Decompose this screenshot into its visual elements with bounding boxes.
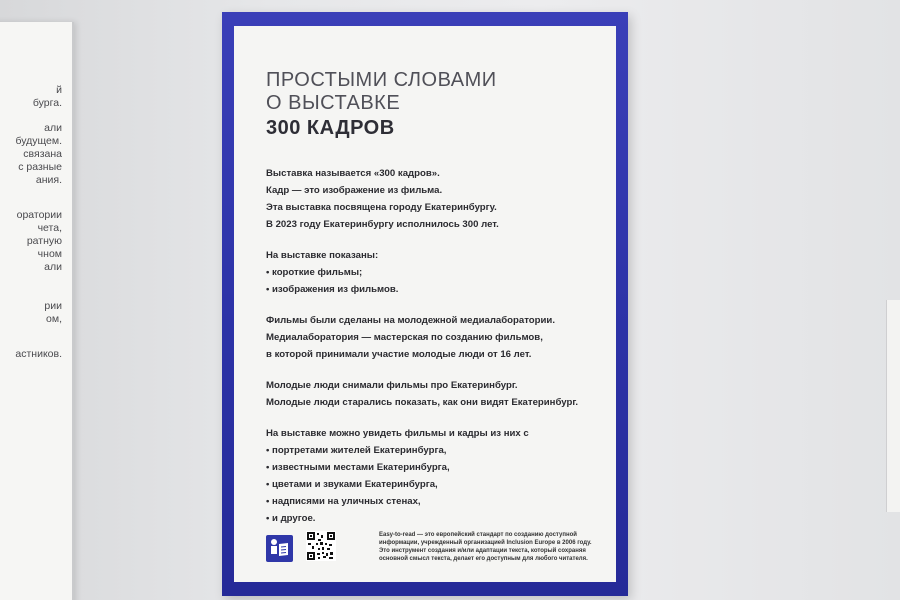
body-line: Кадр — это изображение из фильма. [266,185,443,196]
body-line: На выставке показаны: [266,250,379,261]
left-poster-line: ратную [26,235,62,247]
left-poster-line: чном [37,248,62,260]
left-poster-line: й [56,84,62,96]
poster-title [266,69,497,141]
adjacent-panel-right [886,300,900,512]
body-line: Выставка называется «300 кадров». [266,168,440,179]
qr-code-icon [306,531,336,561]
body-line: Эта выставка посвящена городу Екатеринбургу. [266,202,497,213]
body-line: На выставке можно увидеть фильмы и кадры из них с [266,428,529,439]
left-poster-line: али [44,261,62,273]
footer-line: Это инструмент создания и/или адаптации текста, который сохраняя [379,548,586,554]
poster-body [266,166,606,528]
body-line: • короткие фильмы; [266,267,363,278]
body-line: • цветами и звуками Екатеринбурга, [266,479,438,490]
body-line: • и другое. [266,513,316,524]
left-poster-line: астников. [15,348,62,360]
title-line-1: ПРОСТЫМИ СЛОВАМИ [266,69,497,91]
poster-paper [234,26,616,582]
left-poster-line: чета, [37,222,62,234]
body-line: Медиалаборатория — мастерская по созданию фильмов, [266,332,543,343]
left-poster-line: будущем. [15,135,62,147]
left-poster-line: с разные [18,161,62,173]
body-line: • известными местами Екатеринбурга, [266,462,450,473]
body-line: Фильмы были сделаны на молодежной медиалаборатории. [266,315,555,326]
easy-to-read-description [379,531,619,563]
body-line: Молодые люди снимали фильмы про Екатеринбург. [266,380,518,391]
body-line: • портретами жителей Екатеринбурга, [266,445,447,456]
left-poster-line: али [44,122,62,134]
body-line: • изображения из фильмов. [266,284,399,295]
adjacent-poster-left [0,22,74,600]
left-poster-line: рии [44,300,62,312]
left-poster-line: оратории [16,209,62,221]
title-line-2: О ВЫСТАВКЕ [266,92,401,114]
left-poster-line: связана [23,148,62,160]
easy-to-read-logo-icon [266,535,293,562]
poster-footer [266,530,606,570]
left-poster-line: ом, [46,313,62,325]
footer-line: информации, учрежденный организацией Inclusion Europe в 2006 году. [379,540,592,546]
body-line: в которой принимали участие молодые люди от 16 лет. [266,349,532,360]
body-line: В 2023 году Екатеринбургу исполнилось 300 лет. [266,219,499,230]
exhibition-poster [222,12,628,596]
title-line-3: 300 КАДРОВ [266,117,395,139]
body-line: • надписями на уличных стенах, [266,496,421,507]
left-poster-line: ания. [35,174,62,186]
footer-line: Easy-to-read — это европейский стандарт по созданию доступной [379,532,577,538]
body-line: Молодые люди старались показать, как они видят Екатеринбург. [266,397,579,408]
footer-line: основной смысл текста, делает его доступным для любого читателя. [379,556,588,562]
left-poster-line: бурга. [32,97,62,109]
